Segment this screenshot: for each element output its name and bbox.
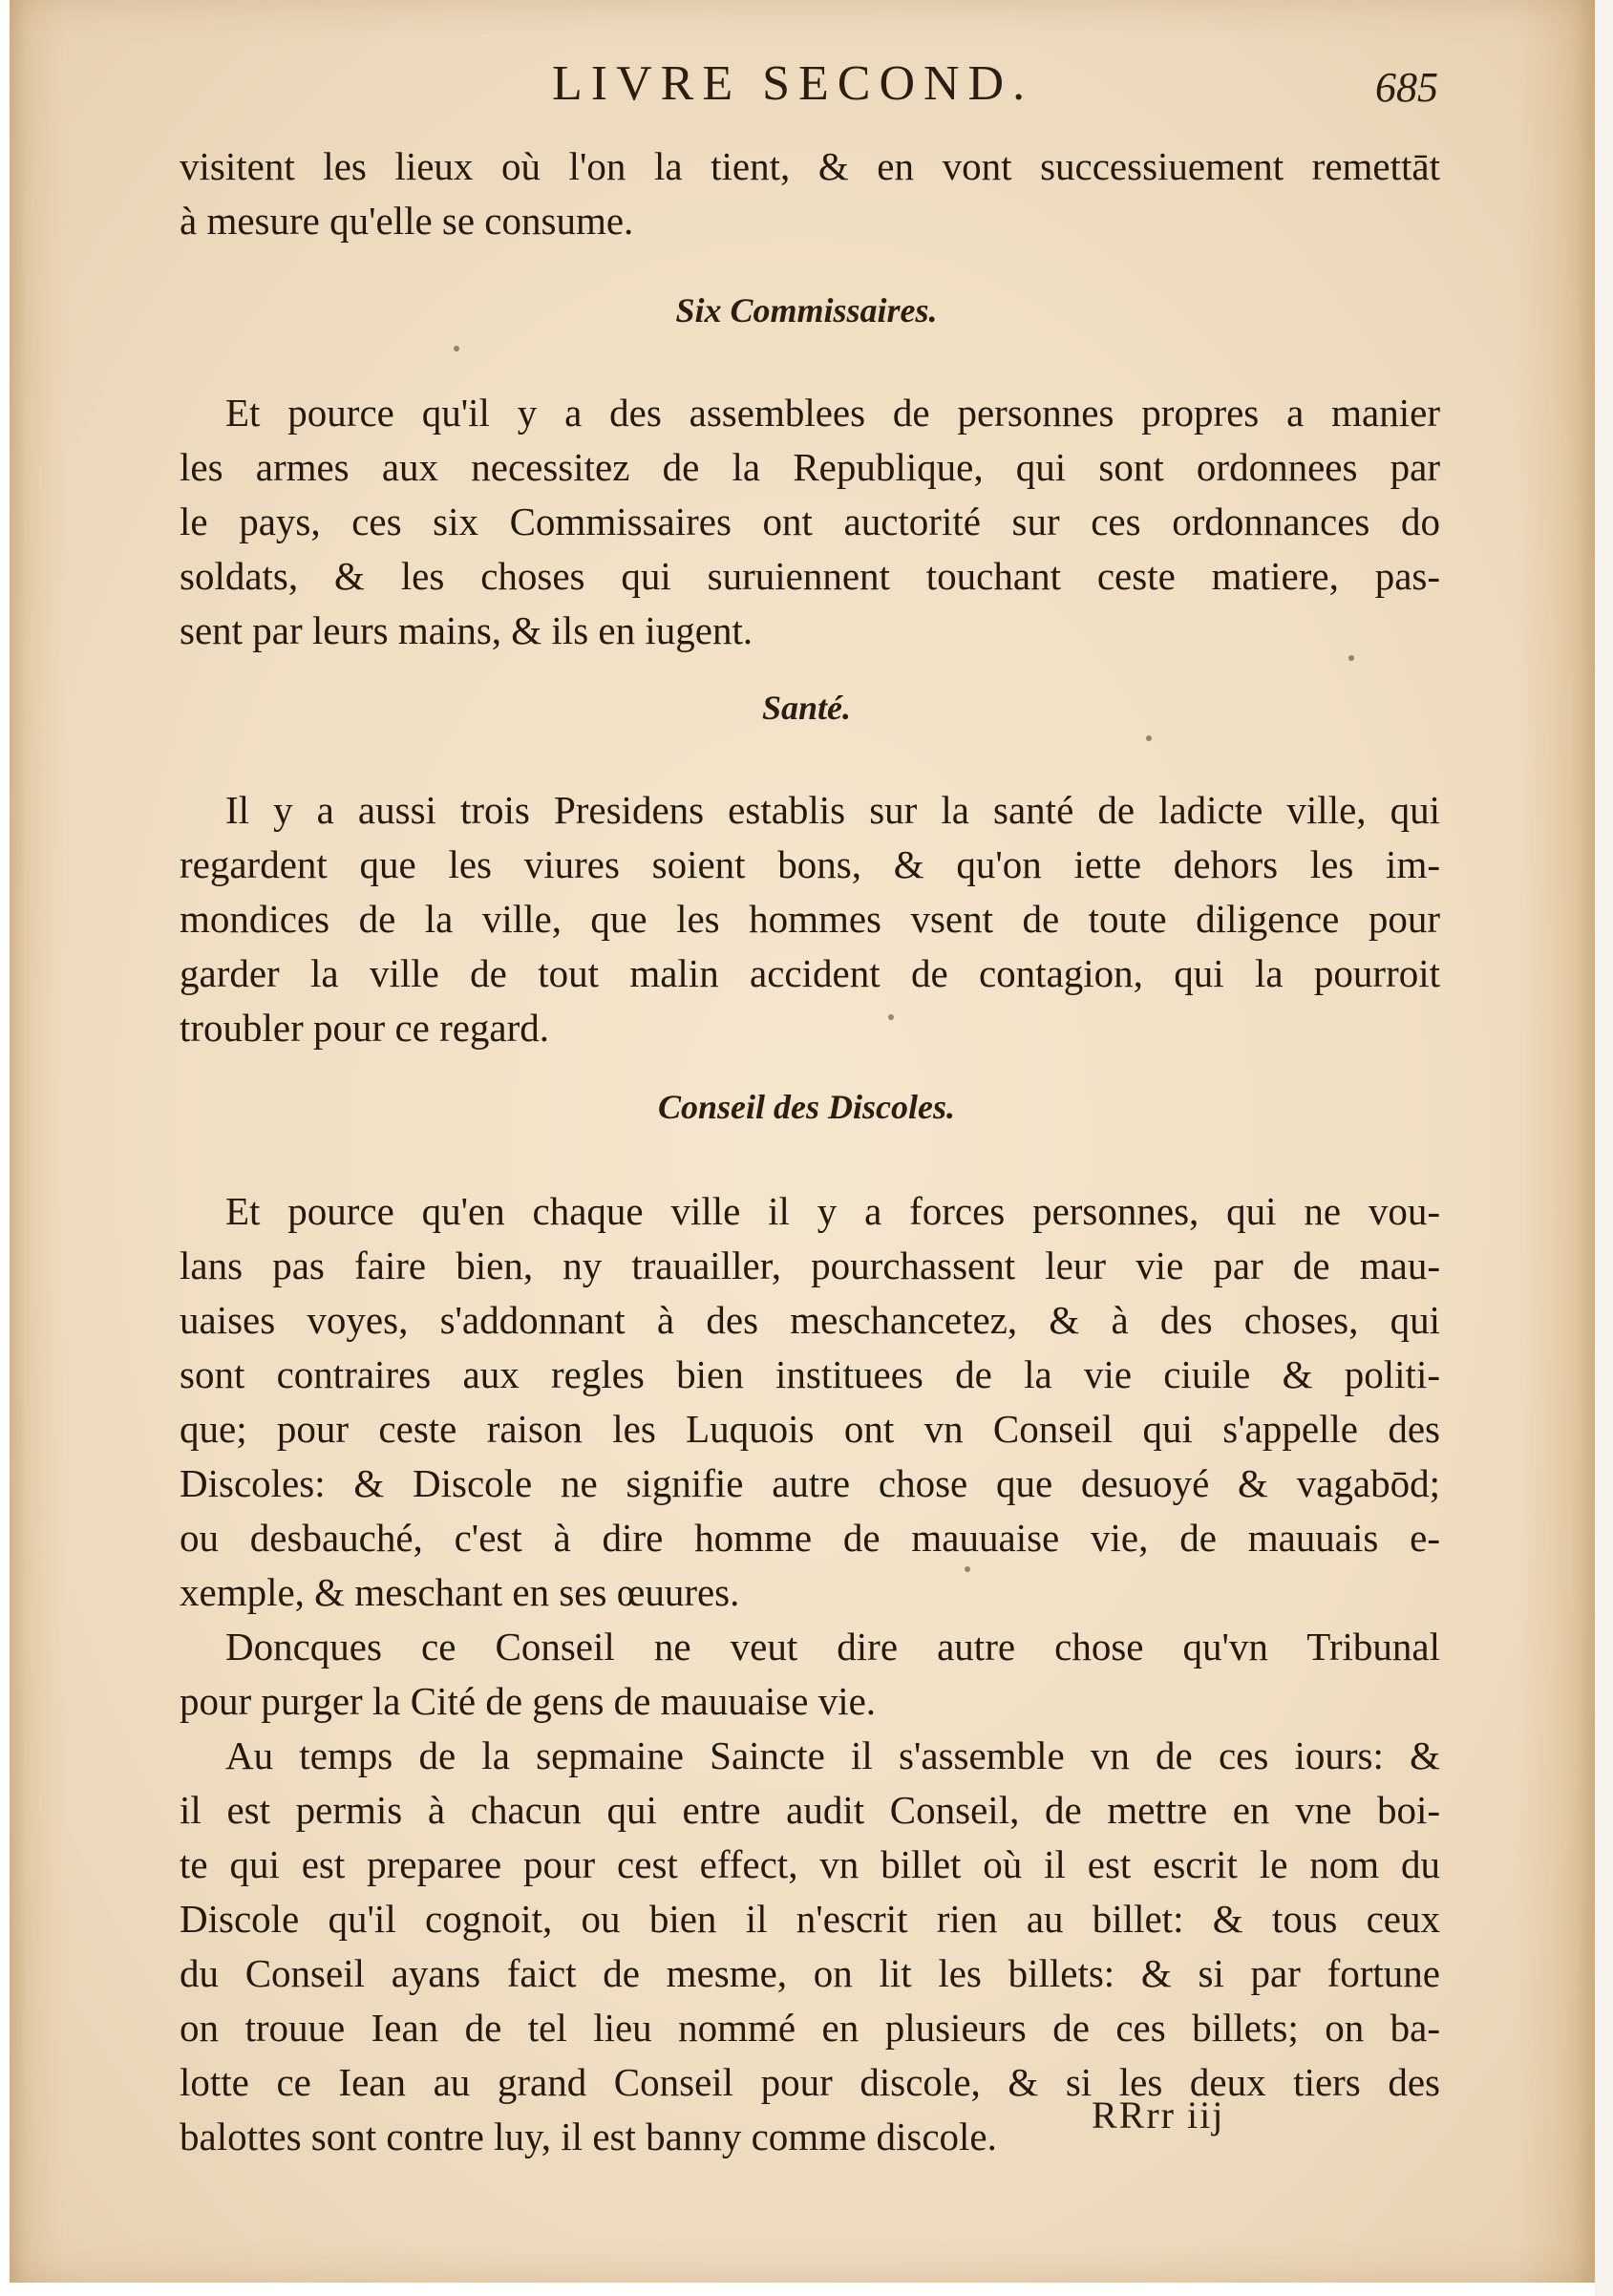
text-line: que; pour ceste raison les Luquois ont vn Conseil qui s'appelle des (180, 1407, 1440, 1451)
text-line: Au temps de la sepmaine Saincte il s'assemble vn de ces iours: & (225, 1733, 1440, 1777)
section-heading-sante: Santé. (761, 689, 852, 727)
text-line: les armes aux necessitez de la Republique, qui sont ordonnees par (180, 445, 1440, 489)
text-line: à mesure qu'elle se consume. (180, 199, 634, 243)
discoles-paragraph-3 (180, 1729, 1440, 2164)
text-line: Il y a aussi trois Presidens establis sur la santé de ladicte ville, qui (225, 788, 1440, 832)
page-number: 685 (1375, 64, 1438, 111)
intro-paragraph (180, 139, 1440, 248)
text-line: lans pas faire bien, ny trauailler, pourchassent leur vie par de mau- (180, 1244, 1440, 1287)
scan-margin (1595, 0, 1613, 2296)
ink-speck (1348, 655, 1354, 661)
discoles-paragraph-2 (180, 1620, 1440, 1729)
text-line: Doncques ce Conseil ne veut dire autre chose qu'vn Tribunal (225, 1625, 1440, 1669)
text-line: soldats, & les choses qui suruiennent touchant ceste matiere, pas- (180, 554, 1440, 598)
text-line: Discole qu'il cognoit, ou bien il n'escrit rien au billet: & tous ceux (180, 1897, 1440, 1941)
text-line: mondices de la ville, que les hommes vsent de toute diligence pour (180, 897, 1440, 941)
text-line: regardent que les viures soient bons, & qu'on iette dehors les im- (180, 842, 1440, 886)
signature-mark: RRrr iij (1092, 2094, 1225, 2137)
text-line: sont contraires aux regles bien instituees de la vie ciuile & politi- (180, 1352, 1440, 1396)
section-heading-discoles: Conseil des Discoles. (658, 1088, 955, 1126)
text-line: on trouue Iean de tel lieu nommé en plusieurs de ces billets; on ba- (180, 2006, 1440, 2050)
text-line: il est permis à chacun qui entre audit Conseil, de mettre en vne boi- (180, 1788, 1440, 1832)
text-line: xemple, & meschant en ses œuures. (180, 1570, 740, 1614)
ink-speck (454, 346, 459, 351)
discoles-paragraph (180, 1184, 1440, 1620)
ink-speck (888, 1014, 894, 1020)
text-line: lotte ce Iean au grand Conseil pour discole, & si les deux tiers des (180, 2060, 1440, 2104)
ink-speck (1146, 735, 1152, 741)
page-header (0, 55, 1613, 122)
text-line: garder la ville de tout malin accident de contagion, qui la pourroit (180, 951, 1440, 995)
sante-paragraph (180, 783, 1440, 1055)
text-line: pour purger la Cité de gens de mauuaise vie. (180, 1679, 877, 1723)
section-heading-commissaires: Six Commissaires. (675, 291, 938, 330)
text-line: du Conseil ayans faict de mesme, on lit les billets: & si par fortune (180, 1951, 1440, 1995)
text-line: Discoles: & Discole ne signifie autre chose que desuoyé & vagabōd; (180, 1461, 1440, 1505)
text-line: visitent les lieux où l'on la tient, & en vont successiuement remettāt (180, 144, 1440, 188)
text-line: balottes sont contre luy, il est banny comme discole. (180, 2115, 997, 2158)
ink-speck (965, 1566, 970, 1572)
running-head: LIVRE SECOND. (552, 56, 1034, 111)
text-line: sent par leurs mains, & ils en iugent. (180, 608, 753, 652)
text-line: Et pource qu'il y a des assemblees de personnes propres a manier (225, 391, 1440, 435)
text-line: uaises voyes, s'addonnant à des meschancetez, & à des choses, qui (180, 1298, 1440, 1342)
text-line: Et pource qu'en chaque ville il y a forces personnes, qui ne vou- (225, 1189, 1440, 1233)
commissaires-paragraph (180, 386, 1440, 658)
text-line: le pays, ces six Commissaires ont auctorité sur ces ordonnances do (180, 500, 1440, 543)
text-line: ou desbauché, c'est à dire homme de mauuaise vie, de mauuais e- (180, 1516, 1440, 1560)
text-line: te qui est preparee pour cest effect, vn billet où il est escrit le nom du (180, 1842, 1440, 1886)
text-line: troubler pour ce regard. (180, 1006, 550, 1050)
